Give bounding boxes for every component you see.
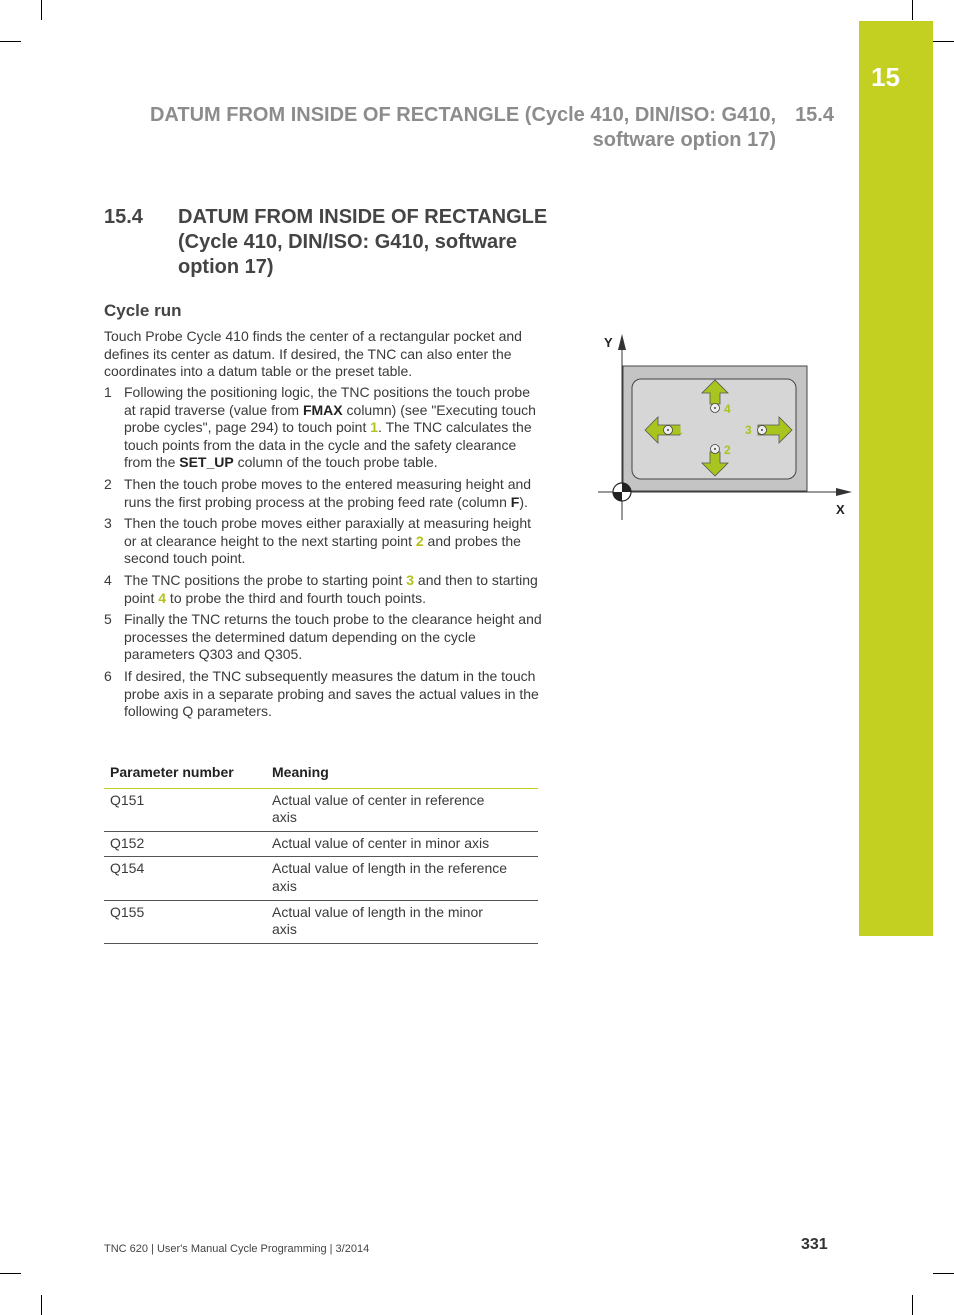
column-header: Meaning [266,762,538,788]
table-cell: Actual value of length in the minor axis [266,900,538,943]
parameter-table [104,762,538,944]
running-header-section: 15.4 [795,104,834,126]
table-cell: Q152 [104,831,266,857]
page-number: 331 [801,1236,828,1253]
list-item [104,384,544,472]
step-text: and then to starting point [124,571,538,606]
step-text: Following the positioning logic, the TNC positions the touch probe at rapid traverse (value from [124,384,530,418]
step-number: 5 [104,611,112,628]
running-header-title [120,103,776,153]
table-header-row [104,762,538,788]
list-item [104,611,544,664]
chapter-number: 15 [871,62,900,92]
step-text: column) (see "Executing touch probe cycles", page 294) to touch point [124,401,536,436]
crop-mark [41,0,42,20]
step-text: If desired, the TNC subsequently measures the datum in the touch probe axis in a separate probing and saves the actual values in the following Q parameters. [124,667,539,720]
rectangle-pocket-figure [590,330,860,525]
y-axis-arrow-icon [618,334,626,350]
crop-mark [0,41,21,42]
list-item [104,572,544,607]
running-header-line2: software option 17) [592,129,776,151]
footer-text: TNC 620 | User's Manual Cycle Programming | 3/2014 [104,1243,370,1255]
point-label-1: 1 [676,423,683,437]
step-text: Then the touch probe moves either paraxially at measuring height or at clearance height to the next starting point [124,515,532,549]
crop-mark [933,41,954,42]
step-text: . The TNC calculates the touch points from the data in the cycle and the safety clearance from the [124,419,532,471]
list-item [104,515,544,568]
step-text: ). [519,493,528,510]
table-cell: Q151 [104,788,266,831]
step-number: 1 [104,384,112,400]
step-text: The TNC positions the probe to starting point [124,571,407,588]
section-title [178,205,598,280]
step-text: column of the touch probe table. [233,454,438,471]
section-title-line1: DATUM FROM INSIDE OF RECTANGLE [178,206,548,228]
x-axis-arrow-icon [836,488,852,496]
section-title-line2: (Cycle 410, DIN/ISO: G410, software [178,231,518,253]
point-ref: 3 [406,571,415,588]
point-ref: 1 [370,419,379,436]
crop-mark [912,0,913,20]
step-text: Then the touch probe moves to the entered measuring height and runs the first probing process at the probing feed rate (column [124,475,532,510]
chapter-tab [859,21,933,936]
keyword-fmax: FMAX [302,401,343,418]
table-row [104,831,538,857]
table-cell: Actual value of center in reference axis [266,788,538,831]
point-label-3: 3 [745,423,752,437]
column-header: Parameter number [104,762,266,788]
step-text: to probe the third and fourth touch points. [166,589,426,606]
step-number: 3 [104,515,112,532]
cycle-steps-list [104,384,544,725]
step-number: 2 [104,475,112,492]
step-number: 4 [104,571,112,588]
point-label-4: 4 [724,402,731,416]
section-number: 15.4 [104,206,143,228]
section-title-line3: option 17) [178,256,274,278]
keyword-f: F [510,493,520,510]
point-label-2: 2 [724,443,731,457]
x-axis-label: X [836,502,845,517]
list-item [104,476,544,511]
datum-icon [613,483,631,501]
point-ref: 4 [158,589,167,606]
crop-mark [41,1295,42,1315]
list-item [104,668,544,721]
keyword-set-up: SET_UP [179,454,234,471]
cycle-run-heading: Cycle run [104,301,182,320]
table-cell: Actual value of center in minor axis [266,831,538,857]
table-cell: Q155 [104,900,266,943]
step-number: 6 [104,667,112,684]
table-row [104,857,538,900]
cycle-run-intro: Touch Probe Cycle 410 finds the center of a rectangular pocket and defines its center as datum. If desired, the TNC can also enter the coordinates into a datum table or the preset table. [104,328,522,380]
crop-mark [0,1273,21,1274]
table-row [104,788,538,831]
table-cell: Q154 [104,857,266,900]
y-axis-label: Y [604,335,613,350]
point-ref: 2 [415,532,424,549]
step-text: Finally the TNC returns the touch probe to the clearance height and processes the determined datum depending on the cycle parameters Q303 and Q305. [124,611,542,663]
table-cell: Actual value of length in the reference axis [266,857,538,900]
crop-mark [933,1273,954,1274]
table-row [104,900,538,943]
step-text: and probes the second touch point. [124,532,521,567]
running-header-line1: DATUM FROM INSIDE OF RECTANGLE (Cycle 410, DIN/ISO: G410, [149,104,776,126]
crop-mark [912,1295,913,1315]
